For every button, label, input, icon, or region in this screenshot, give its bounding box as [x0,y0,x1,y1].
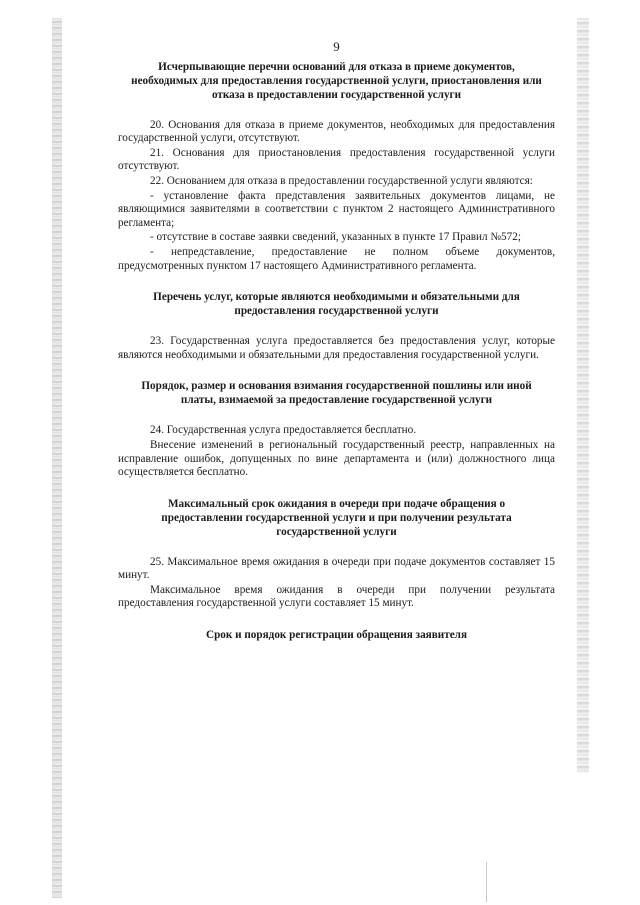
section-heading: Перечень услуг, которые являются необходимыми и обязательными для предоставления государственной услуги [153,291,520,318]
page-number: 9 [333,39,340,54]
paragraph: 25. Максимальное время ожидания в очереди при подаче документов составляет 15 минут. [118,555,555,582]
paragraph: - непредставление, предоставление не полном объеме документов, предусмотренных пунктом 17 настоящего Административного регламента. [118,245,555,272]
paragraph: 24. Государственная услуга предоставляется бесплатно. [150,424,417,437]
section-registration [118,628,555,642]
paragraph: 21. Основания для приостановления предоставления государственной услуги отсутствуют. [118,146,555,173]
section-heading: Срок и порядок регистрации обращения заявителя [205,629,468,642]
paragraph: 22. Основанием для отказа в предоставлении государственной услуги являются: [150,174,533,187]
scan-mark [486,862,487,902]
section-heading: Исчерпывающие перечни оснований для отказа в приеме документов, необходимых для предоставления государственной услуги, приостановления или отказа в предоставлении государственной услуги [131,60,542,101]
paragraph: - отсутствие в составе заявки сведений, указанных в пункте 17 Правил №572; [150,231,521,244]
paragraph: Внесение изменений в региональный государственный реестр, направленных на исправление ошибок, допущенных по вине департамента и (или) должностного лица осуществляется бесплатно. [118,438,555,479]
document-page [118,40,555,659]
paragraph: 20. Основания для отказа в приеме документов, необходимых для предоставления государственной услуги, отсутствуют. [118,118,555,145]
section-refusal-grounds [118,60,555,274]
section-fee [118,379,555,479]
section-required-services [118,290,555,362]
section-heading: Максимальный срок ожидания в очереди при подаче обращения о предоставлении государственной услуги и при получении результата государственной услуги [161,497,512,538]
section-queue-time [118,497,555,611]
scan-edge-left [52,18,62,898]
section-heading: Порядок, размер и основания взимания государственной пошлины или иной платы, взимаемой за предоставление государственной услуги [141,380,532,407]
paragraph: Максимальное время ожидания в очереди при получении результата предоставления государственной услуги составляет 15 минут. [118,583,555,610]
scan-edge-right [577,18,589,773]
paragraph: 23. Государственная услуга предоставляется без предоставления услуг, которые являются необходимыми и обязательными для предоставления государственной услуги. [118,335,555,361]
paragraph: - установление факта представления заявительных документов лицами, не являющимися заявителями в соответствии с пунктом 2 настоящего Административного регламента; [118,189,555,229]
